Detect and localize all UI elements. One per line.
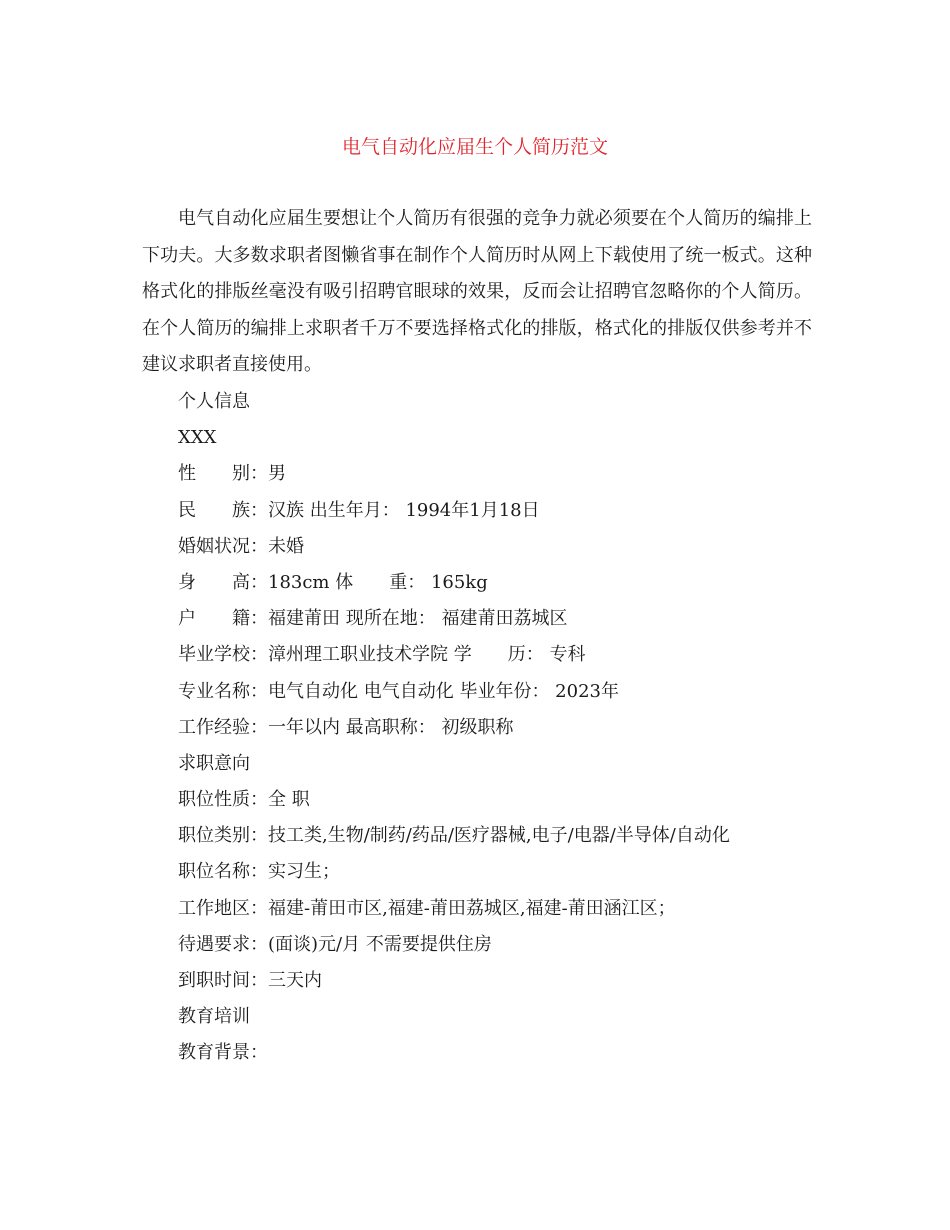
major-graduation-line: 专业名称：电气自动化 电气自动化 毕业年份： 2023年 [178,680,619,702]
section-heading-education: 教育培训 [178,1006,250,1028]
gender-line: 性 别：男 [178,463,286,485]
hometown-residence-line: 户 籍：福建莆田 现所在地： 福建莆田荔城区 [178,608,568,630]
document-title: 电气自动化应届生个人简历范文 [341,136,608,158]
job-nature-line: 职位性质：全 职 [178,789,310,811]
job-title-line: 职位名称：实习生； [178,861,340,883]
work-region-line: 工作地区：福建-莆田市区,福建-莆田荔城区,福建-莆田涵江区； [178,897,676,919]
education-background-line: 教育背景： [178,1042,268,1064]
school-degree-line: 毕业学校：漳州理工职业技术学院 学 历： 专科 [178,644,586,666]
section-heading-job-intent: 求职意向 [178,752,250,774]
name-line: XXX [178,427,217,449]
section-heading-personal-info: 个人信息 [178,391,250,412]
job-category-line: 职位类别：技工类,生物/制药/药品/医疗器械,电子/电器/半导体/自动化 [178,825,730,847]
intro-paragraph: 电气自动化应届生要想让个人简历有很强的竞争力就必须要在个人简历的编排上下功夫。大多数求职者图懒省事在制作个人简历时从网上下载使用了统一板式。这种格式化的排版丝毫没有吸引招聘官眼球的效果，反而会让招聘官忽略你的个人简历。在个人简历的编排上求职者千万不要选择格式化的排版，格式化的排版仅供参考并不建议求职者直接使用。 [142,208,812,375]
marital-status-line: 婚姻状况：未婚 [178,535,304,557]
height-weight-line: 身 高：183cm 体 重： 165kg [178,571,488,593]
ethnicity-birthdate-line: 民 族：汉族 出生年月： 1994年1月18日 [178,499,540,521]
experience-title-line: 工作经验：一年以内 最高职称： 初级职称 [178,716,514,738]
salary-line: 待遇要求：(面谈)元/月 不需要提供住房 [178,933,492,955]
resume-body [178,384,818,1072]
start-time-line: 到职时间：三天内 [178,970,322,991]
